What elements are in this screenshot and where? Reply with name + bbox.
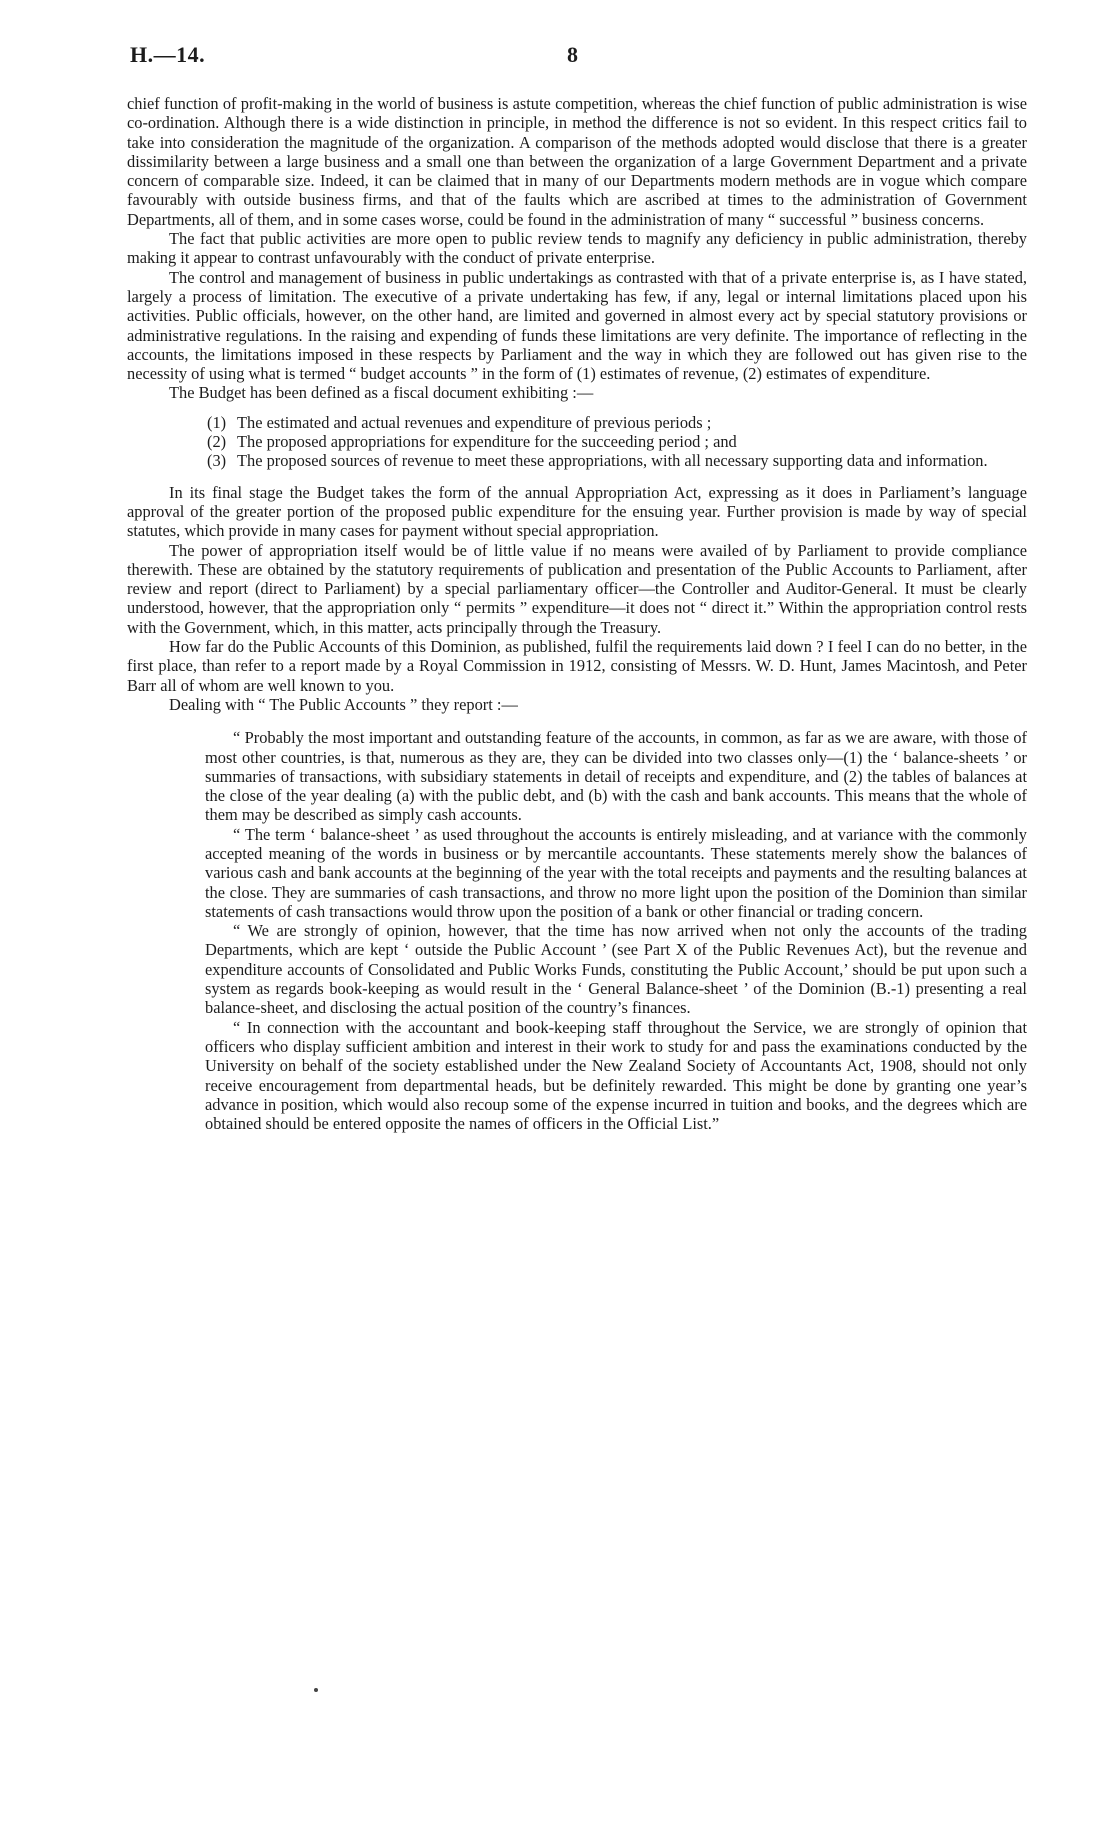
paragraph: The Budget has been defined as a fiscal document exhibiting :— — [169, 383, 594, 403]
list-item-text: The proposed sources of revenue to meet these appropriations, with all necessary supporting data and information. — [237, 451, 988, 471]
list-item-number: (2) — [207, 432, 227, 452]
quote-paragraph: “ The term ‘ balance-sheet ’ as used throughout the accounts is entirely misleading, and at variance with the commonly accepted meaning of the words in business or by mercantile accountants. These statements merely show the balances of various cash and bank accounts at the beginning of the year with the total receipts and payments and the resulting balances at the close. They are summaries of cash transactions, and throw no more light upon the position of the Dominion than similar statements of cash transactions would throw upon the position of a bank or other financial or trading concern. — [205, 824, 1027, 921]
list-item-text: The estimated and actual revenues and expenditure of previous periods ; — [237, 412, 712, 432]
stray-ink-mark — [314, 1688, 318, 1692]
commission-report-quote — [205, 728, 1027, 1133]
body-text — [127, 94, 1027, 1133]
list-item-text: The proposed appropriations for expenditure for the succeeding period ; and — [237, 432, 737, 452]
paragraph: How far do the Public Accounts of this Dominion, as published, fulfil the requirements laid down ? I feel I can do no better, in the first place, than refer to a report made by a Royal Commission in 1912, consisting of Messrs. W. D. Hunt, James Macintosh, and Peter Barr all of whom are well known to you. — [127, 637, 1027, 695]
list-item-number: (1) — [207, 412, 227, 432]
budget-definition-list — [127, 413, 1027, 471]
page-header — [130, 42, 1010, 72]
quote-paragraph: “ We are strongly of opinion, however, that the time has now arrived when not only the accounts of the trading Departments, which are kept ‘ outside the Public Account ’ (see Part X of the Public Revenues Act), but the revenue and expenditure accounts of Consolidated and Public Works Funds, constituting the Public Account,’ should be put upon such a system as regards book-keeping as would result in the ‘ General Balance-sheet ’ of the Dominion (B.-1) presenting a real balance-sheet, and disclosing the actual position of the country’s finances. — [205, 921, 1027, 1018]
paragraph: The fact that public activities are more open to public review tends to magnify any deficiency in public administration, thereby making it appear to contrast unfavourably with the conduct of private enterprise. — [127, 229, 1027, 268]
list-item — [207, 451, 1027, 470]
paragraph: Dealing with “ The Public Accounts ” they report :— — [169, 694, 518, 714]
list-item — [207, 432, 1027, 451]
quote-paragraph: “ Probably the most important and outstanding feature of the accounts, in common, as far as we are aware, with those of most other countries, is that, numerous as they are, they can be divided into two classes only—(1) the ‘ balance-sheets ’ or summaries of transactions, with subsidiary statements in detail of receipts and expenditure, and (2) the tables of balances at the close of the year dealing (a) with the public debt, and (b) with the cash and bank accounts. This means that the whole of them may be described as simply cash accounts. — [205, 728, 1027, 825]
paragraph: In its final stage the Budget takes the form of the annual Appropriation Act, expressing as it does in Parliament’s language approval of the greater portion of the proposed public expenditure for the ensuing year. Further provision is made by way of special statutes, which provide in many cases for payment without special appropriation. — [127, 482, 1027, 541]
list-item-number: (3) — [207, 451, 227, 471]
document-reference: H.—14. — [130, 42, 206, 67]
paragraph: chief function of profit-making in the world of business is astute competition, whereas the chief function of public administration is wise co-ordination. Although there is a wide distinction in principle, in method the difference is not so evident. In this respect critics fail to take into consideration the magnitude of the organization. A comparison of the methods adopted would disclose that there is a greater dissimilarity between a large business and a small one than between the organization of a large Government Department and a private concern of comparable size. Indeed, it can be claimed that in many of our Departments modern methods are in vogue which compare favourably with outside business firms, and that of the faults which are ascribed at times to the administration of Government Departments, all of them, and in some cases worse, could be found in the administration of many “ successful ” business concerns. — [127, 94, 1027, 229]
paragraph: The power of appropriation itself would be of little value if no means were availed of by Parliament to provide compliance therewith. These are obtained by the statutory requirements of publication and presentation of the Public Accounts to Parliament, after review and report (direct to Parliament) by a special parliamentary officer—the Controller and Auditor-General. It must be clearly understood, however, that the appropriation only “ permits ” expenditure—it does not “ direct it.” Within the appropriation control rests with the Government, which, in this matter, acts principally through the Treasury. — [127, 540, 1027, 637]
quote-paragraph: “ In connection with the accountant and book-keeping staff throughout the Service, we are strongly of opinion that officers who display sufficient ambition and interest in their work to study for and pass the examinations conducted by the University on behalf of the society established under the New Zealand Society of Accountants Act, 1908, should not only receive encouragement from departmental heads, but be definitely rewarded. This might be done by granting one year’s advance in position, which would also recoup some of the expense incurred in tuition and books, and the degrees which are obtained should be entered opposite the names of officers in the Official List.” — [205, 1017, 1027, 1134]
paragraph: The control and management of business in public undertakings as contrasted with that of a private enterprise is, as I have stated, largely a process of limitation. The executive of a private undertaking has few, if any, legal or internal limitations placed upon his activities. Public officials, however, on the other hand, are limited and governed in almost every act by special statutory provisions or administrative regulations. In the raising and expending of funds these limitations are very definite. The importance of reflecting in the accounts, the limitations imposed in these respects by Parliament and the way in which they are followed out has given rise to the necessity of using what is termed “ budget accounts ” in the form of (1) estimates of revenue, (2) estimates of expenditure. — [127, 267, 1027, 384]
page-number: 8 — [567, 42, 578, 67]
list-item — [207, 413, 1027, 432]
